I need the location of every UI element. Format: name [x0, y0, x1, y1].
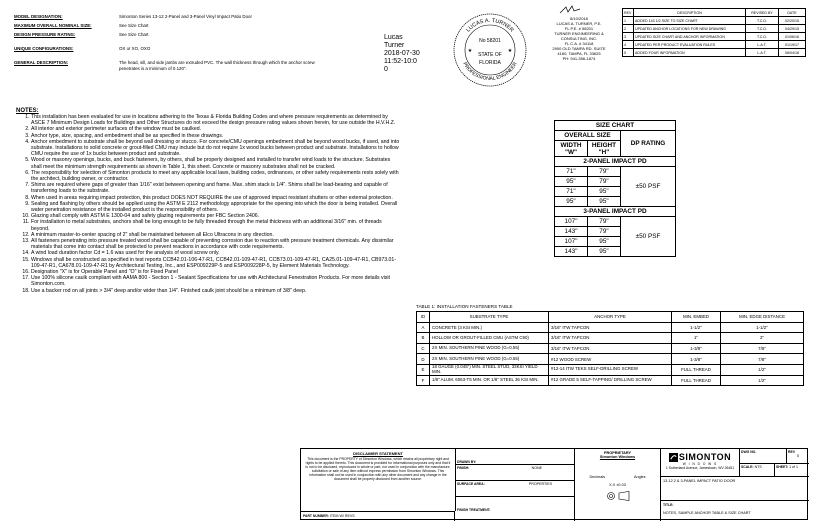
rev-date: 02/20/15	[779, 17, 806, 25]
scale-value: NTS	[754, 465, 762, 469]
note-item: 18. Use a backer rod on all joints > 3/4" deep and/or wider than 1/4". Finished caulk joint should be a minimum of 3/8" deep.	[31, 288, 400, 294]
rev-desc: ADDED FOUR INFORMATION	[634, 49, 746, 57]
surface-row	[455, 481, 574, 497]
seal-top-text: LUCAS A. TURNER	[465, 17, 515, 34]
note-item: 7. Shims are required where gaps of greater than 1/16" exist between opening and frame. Max. shim stack is 1/4". Shims shall be load-bearing and capable of transferring loads to the substrate.	[31, 182, 400, 194]
fasteners-table	[416, 311, 804, 386]
rev-by: T.C.D.	[746, 33, 779, 41]
fastener-edge: 7/8"	[721, 343, 804, 354]
rev-number: 4	[623, 41, 634, 49]
fastener-id: F	[417, 375, 430, 386]
seal-bottom-text: PROFESSIONAL ENGINEER	[461, 61, 519, 83]
fasteners-header: ID	[417, 312, 430, 323]
tolerance-values: X.X ±0.03	[609, 483, 626, 487]
note-item: 6. The responsibility for selection of Simonton products to meet any applicable local laws, building codes, ordinances, or other safety requirements rests solely with the architect, building owner, or contractor.	[31, 170, 400, 182]
simonton-logo-icon	[669, 453, 678, 462]
fastener-edge: 2"	[721, 333, 804, 344]
tolerance-row	[575, 475, 660, 479]
height-label: HEIGHT	[591, 141, 617, 149]
note-item: 2. All interior and exterior perimeter surfaces of the window must be caulked.	[31, 126, 400, 132]
sheet-value: 1 of 1	[789, 465, 799, 469]
size-height: 95"	[588, 247, 621, 257]
revision-table	[622, 8, 806, 57]
signature-line: 11:52-10:0	[384, 58, 417, 65]
finish-label: FINISH:	[457, 466, 470, 470]
config-value: OX or XO, OXO	[119, 46, 151, 51]
size-width: 143"	[555, 247, 588, 257]
size-height: 95"	[588, 187, 621, 197]
fastener-id: B	[417, 333, 430, 344]
rev-desc: UPDATED PER PRODUCT EVALUATION RULES	[634, 41, 746, 49]
note-item: 4. Anchor embedment to substrate shall be beyond wall dressing or stucco. For concrete/CMU openings embedment shall be beyond wood bucks, if used, and into substrate. Installations to solid concrete or grout-filled CMU may include but do not require 1x wood bucks between product and substrate. Installations to hollow CMU require the use of 1x bucks between product and substrate.	[31, 139, 400, 158]
engineer-seal	[452, 12, 528, 88]
model-label: MODEL DESIGNATION:	[14, 14, 63, 19]
notes-section	[16, 108, 400, 294]
overall-size-header: OVERALL SIZE	[555, 131, 621, 141]
header-row-size	[14, 23, 344, 32]
dp-value: See Size Chart	[119, 32, 149, 37]
engineer-line: FL P.E. # 58201	[564, 26, 594, 31]
dwg-number-value: 13-12 2 & 3-PANEL IMPACT PATIO DOOR	[663, 479, 736, 483]
fastener-substrate: 1/8" ALUM. 6063-T5 MIN. OR 1/8" STEEL 36 KSI MIN.	[430, 375, 549, 386]
rev-desc: UPDATED ANCHOR LOCATIONS FOR NEW DRAWING	[634, 25, 746, 33]
finish-value: NONE	[531, 466, 542, 470]
note-item: 16. Designation "X" is for Operable Panel and "O" is for Fixed Panel	[31, 269, 400, 275]
dwg-row	[740, 449, 809, 464]
fasteners-row	[417, 375, 804, 386]
engineer-line: 4160, TAMPA, FL 33625	[557, 51, 601, 56]
note-item: 15. Windows shall be constructed as specified in test reports CCB42.01-106-47-R1, CCB42.01-109-47-R1, CCB73.01-109-47-R1, CA25.01-109-47-R1, CB973.01-109-47-R1, CA678.01-109-47-R1 by Architectural Testing, Inc., and ESP009229P-5 and ESP009228P-5, by Element Materials Technology.	[31, 257, 400, 269]
disclaimer-title: DISCLAIMER STATEMENT	[353, 451, 403, 456]
signature-line: 0	[384, 66, 388, 73]
revision-row	[623, 33, 806, 41]
drawn-label: DRAWN BY:	[457, 460, 477, 464]
rev-header: DATE	[779, 9, 806, 17]
size-label: MAXIMUM OVERALL NOMINAL SIZE:	[14, 23, 92, 28]
header-row-dp	[14, 32, 344, 46]
size-chart-title: SIZE CHART	[555, 121, 676, 131]
signature-scribble-icon	[558, 4, 584, 16]
rev-number: 5	[623, 49, 634, 57]
fastener-anchor: 3/16" ITW TAPCON	[549, 333, 672, 344]
section-3-panel: 3-PANEL IMPACT PD	[555, 207, 676, 217]
logo-subtitle: W I N D O W S	[682, 462, 718, 466]
note-item: 14. A wind load duration factor Cd = 1.6 was used for the analysis of wood screw only.	[31, 250, 400, 256]
size-value: See Size Chart	[119, 23, 149, 28]
surface-label: SURFACE AREA:	[457, 482, 485, 486]
rev-date: 01/19/17	[779, 41, 806, 49]
size-width: 71"	[555, 167, 588, 177]
notes-list	[16, 114, 400, 294]
fastener-embed: 1-3/8"	[672, 354, 721, 365]
size-height: 95"	[588, 237, 621, 247]
signature-line: Lucas	[384, 34, 403, 41]
fastener-anchor: #12 GRADE 5 SELF-TAPPING/ DRILLING SCREW	[549, 375, 672, 386]
fastener-anchor: #12 WOOD SCREW	[549, 354, 672, 365]
seal-star-right-icon: ★	[507, 48, 513, 54]
section-2-panel: 2-PANEL IMPACT PD	[555, 157, 676, 167]
title-block	[300, 448, 808, 520]
scale-label: SCALE:	[741, 465, 754, 469]
tolerance-angles: Angles	[633, 475, 646, 479]
header-info	[14, 14, 344, 71]
fastener-edge: 1/2"	[721, 364, 804, 375]
width-header	[555, 141, 588, 157]
rev-by: T.C.D.	[746, 17, 779, 25]
scale-cell	[740, 464, 775, 477]
fastener-embed: FULL THREAD	[672, 375, 721, 386]
rev-number: 1	[623, 17, 634, 25]
revision-row	[623, 17, 806, 25]
tolerance-decimals: Decimals	[589, 475, 606, 479]
description-value: The head, sill, and side jambs are extruded PVC. The wall thickness through which the anchor screw penetrates is a minimum of 0.120".	[119, 60, 315, 71]
heat-row	[455, 497, 574, 519]
rev-by: L.A.T.	[746, 41, 779, 49]
rev-desc: ADDED 143 1/2 SIZE TO SIZE CHART	[634, 17, 746, 25]
sheet-title-box	[661, 501, 809, 521]
scale-row	[740, 464, 809, 477]
note-item: 10. Glazing shall comply with ASTM E 1300-04 and safety glazing requirements per FBC Section 2406.	[31, 213, 400, 219]
config-label: UNIQUE CONFIGURATIONS:	[14, 46, 74, 51]
note-item: 12. A minimum master-to-center spacing of 2" shall be maintained between all Elco Ultracons in any direction.	[31, 232, 400, 238]
rev-header: REVISED BY	[746, 9, 779, 17]
rev-date: 01/06/16	[779, 33, 806, 41]
size-width: 95"	[555, 177, 588, 187]
seal-middle: STATE OF	[478, 52, 502, 58]
company-logo: SIMONTON	[678, 452, 732, 462]
engineer-line: 2900 OLD TAMPA RD. SUITE	[552, 46, 606, 51]
rev-label: REV	[788, 450, 795, 454]
fasteners-header-row	[417, 312, 804, 323]
fastener-anchor: 3/16" ITW TAPCON	[549, 322, 672, 333]
dp-2-panel: ±50 PSF	[621, 167, 676, 207]
size-height: 79"	[588, 227, 621, 237]
rev-date: 04/29/15	[779, 25, 806, 33]
size-width: 95"	[555, 197, 588, 207]
digital-signature	[384, 34, 454, 74]
seal-state: FLORIDA	[479, 60, 501, 66]
logo-row	[661, 452, 739, 462]
seal-star-left-icon: ★	[467, 48, 473, 54]
heat-label: FINISH TREATMENT:	[457, 508, 491, 512]
company-line-1: PROPRIETARY	[603, 451, 631, 455]
notes-title: NOTES:	[16, 108, 39, 114]
dp-rating-header: DP RATING	[621, 131, 676, 157]
rev-header: REV	[623, 9, 634, 17]
fastener-substrate: 2X MIN. SOUTHERN PINE WOOD (G=0.55)	[430, 354, 549, 365]
revision-header-row	[623, 9, 806, 17]
fastener-id: D	[417, 354, 430, 365]
size-height: 79"	[588, 177, 621, 187]
description-label: GENERAL DESCRIPTION:	[14, 60, 69, 65]
revision-row	[623, 49, 806, 57]
fastener-id: E	[417, 364, 430, 375]
fasteners-row	[417, 343, 804, 354]
size-width: 71"	[555, 187, 588, 197]
fasteners-row	[417, 333, 804, 344]
fastener-anchor: #12-14 ITW TEKS SELF-DRILLING SCREW	[549, 364, 672, 375]
disclaimer-text: This document is the PROPERTY of Simonton Windows, which retains all proprietary right and rights to be applied thereto. This document is provided for informational purposes only and that it is not to be disclosed, reproduced in whole or part, nor used in conjunction with the manufacture, solicitation or sale of any item without express permission from Simonton Windows. This information shall not be used in conjunction with any other document and any change in the document shall be properly disclosed from another source.	[305, 457, 451, 481]
note-item: 9. Sealing and flashing by others should be applied using the ASTM E 2112 methodology appropriate for the opening into which the door is being installed. Overall water penetration resistance of the installed product is the responsibility of others.	[31, 201, 400, 213]
fastener-embed: 1-3/8"	[672, 343, 721, 354]
logo-box	[661, 449, 739, 477]
fastener-substrate: 2X MIN. SOUTHERN PINE WOOD (G=0.55)	[430, 343, 549, 354]
fastener-embed: 1-1/2"	[672, 322, 721, 333]
note-item: 11. For installation to metal substrates, anchors shall be long enough to be fully threaded through the metal thickness with an additional 3/16" min. of threads beyond.	[31, 219, 400, 231]
fasteners-header: MIN. EMBED	[672, 312, 721, 323]
fastener-id: C	[417, 343, 430, 354]
header-row-model	[14, 14, 344, 23]
fasteners-table-title: TABLE 1: INSTALLATION FASTENERS TABLE	[416, 304, 513, 309]
revision-row	[623, 41, 806, 49]
fastener-substrate: CONCRETE (3 KSI MIN.)	[430, 322, 549, 333]
part-number-value: ITEM W/ REVS	[329, 514, 355, 518]
revision-row	[623, 25, 806, 33]
part-number-box	[301, 511, 455, 521]
fastener-substrate: HOLLOW OR GROUT-FILLED CMU (ASTM C90)	[430, 333, 549, 344]
width-label: WIDTH	[560, 141, 582, 149]
fastener-embed: FULL THREAD	[672, 364, 721, 375]
engineer-info	[540, 16, 618, 61]
engineer-line: PH: 941-356-1874	[562, 56, 596, 61]
signature-line: Turner	[384, 42, 405, 49]
dp-label: DESIGN PRESSURE RATING:	[14, 32, 76, 37]
note-item: 17. Use 100% silicone caulk compliant with AAMA 800 - Section 1 - Sealant Specifications for use with Architectural Fenestration Products. For more details visit Simonton.com.	[31, 275, 400, 287]
fastener-edge: 1-1/2"	[721, 322, 804, 333]
part-number-label: PART NUMBER:	[303, 514, 329, 518]
rev-desc: UPDATED SIZE CHART AND ANCHOR INFORMATION	[634, 33, 746, 41]
dwg-label: DWG NO.	[741, 450, 757, 454]
size-width: 143"	[555, 227, 588, 237]
seal-license: No 58201	[479, 38, 501, 44]
company-address: 1 Sutherland Avenue, Jamestown, WV 26451	[665, 466, 735, 470]
sheet-title: NOTES, SAMPLE ANCHOR TABLE & SIZE CHART	[663, 511, 751, 515]
fastener-anchor: 3/16" ITW TAPCON	[549, 343, 672, 354]
note-item: 13. All fasteners penetrating into pressure treated wood shall be capable of preventing corrosion due to reaction with pressure treatment chemicals. Any dissimilar materials that come into contact shall be protected to prevent reactions in accordance with code requirements.	[31, 238, 400, 250]
size-height: 79"	[588, 217, 621, 227]
fasteners-header: ANCHOR TYPE	[549, 312, 672, 323]
rev-value: 5	[797, 454, 799, 458]
note-item: 3. Anchor type, size, spacing, and embedment shall be as specified in these drawings.	[31, 133, 400, 139]
size-width: 107"	[555, 237, 588, 247]
rev-cell	[787, 449, 809, 463]
rev-by: L.A.T.	[746, 49, 779, 57]
header-row-config	[14, 46, 344, 60]
tolerance-box	[575, 449, 661, 521]
height-header	[588, 141, 621, 157]
dp-3-panel: ±50 PSF	[621, 217, 676, 257]
size-width: 107"	[555, 217, 588, 227]
note-item: 1. This installation has been evaluated for use in locations adhering to the Texas & Florida Building Codes and where pressure requirements as determined by ASCE 7 Minimum Design Loads for Buildings and Other Structures do not exceed the design pressure rating values shown herein, for use outside the H.V.H.Z.	[31, 114, 400, 126]
size-chart	[554, 120, 676, 257]
fastener-edge: 1/2"	[721, 375, 804, 386]
title-label: TITLE:	[663, 503, 674, 507]
projection-symbol-icon	[603, 491, 633, 501]
fastener-embed: 1"	[672, 333, 721, 344]
rev-by: T.C.D.	[746, 25, 779, 33]
fasteners-header: MIN. EDGE DISTANCE	[721, 312, 804, 323]
engineer-line: FL C.A. # 34118	[564, 41, 594, 46]
header-row-description	[14, 60, 344, 71]
dwg-title-box	[661, 477, 809, 501]
fasteners-row	[417, 322, 804, 333]
model-value: Simonton Series 13-12 2-Panel and 3-Panel Vinyl Impact Patio Door	[119, 14, 252, 19]
fasteners-row	[417, 354, 804, 365]
size-height: 79"	[588, 167, 621, 177]
fasteners-row	[417, 364, 804, 375]
width-unit: "W"	[564, 148, 578, 156]
size-height: 95"	[588, 197, 621, 207]
fasteners-header: SUBSTRATE TYPE	[430, 312, 549, 323]
fastener-edge: 7/8"	[721, 354, 804, 365]
height-unit: "H"	[598, 148, 610, 156]
drawn-row	[455, 449, 574, 465]
company-line-2: Simonton Windows	[599, 455, 636, 459]
surface-value: PROPERTIES	[528, 482, 552, 486]
engineer-date: 8/10/2018	[570, 16, 588, 21]
sheet-cell	[775, 464, 809, 477]
engineer-line: TURNER ENGINEERING &	[554, 31, 604, 36]
rev-number: 2	[623, 25, 634, 33]
signature-line: 2018-07-30	[384, 50, 420, 57]
engineer-line: LUCAS A. TURNER, P.E.	[556, 21, 602, 26]
drawing-number-box	[739, 449, 809, 477]
note-item: 5. Wood or masonry openings, bucks, and buck fasteners, by others, shall be properly designed and installed to transfer wind loads to the structure. Substrates shall meet the minimum strength requirements as shown in Table 1, this sheet. Concrete or masonry substrates shall not be cracked.	[31, 157, 400, 169]
engineer-line: CONSULTING, INC.	[560, 36, 598, 41]
material-info	[455, 449, 575, 521]
rev-header: DESCRIPTION	[634, 9, 746, 17]
dwg-cell	[740, 449, 787, 463]
sheet-label: SHEET:	[776, 465, 789, 469]
disclaimer-box	[301, 449, 456, 511]
fastener-id: A	[417, 322, 430, 333]
fastener-substrate: 18 GAUGE (0.045") MIN. STEEL STUD, 33KSI YIELD MIN.	[430, 364, 549, 375]
finish-row	[455, 465, 574, 481]
rev-number: 3	[623, 33, 634, 41]
rev-date: 06/04/18	[779, 49, 806, 57]
note-item: 8. When used in areas requiring impact protection, this product DOES NOT REQUIRE the use of approved impact resistant shutters or other external protection.	[31, 195, 400, 201]
